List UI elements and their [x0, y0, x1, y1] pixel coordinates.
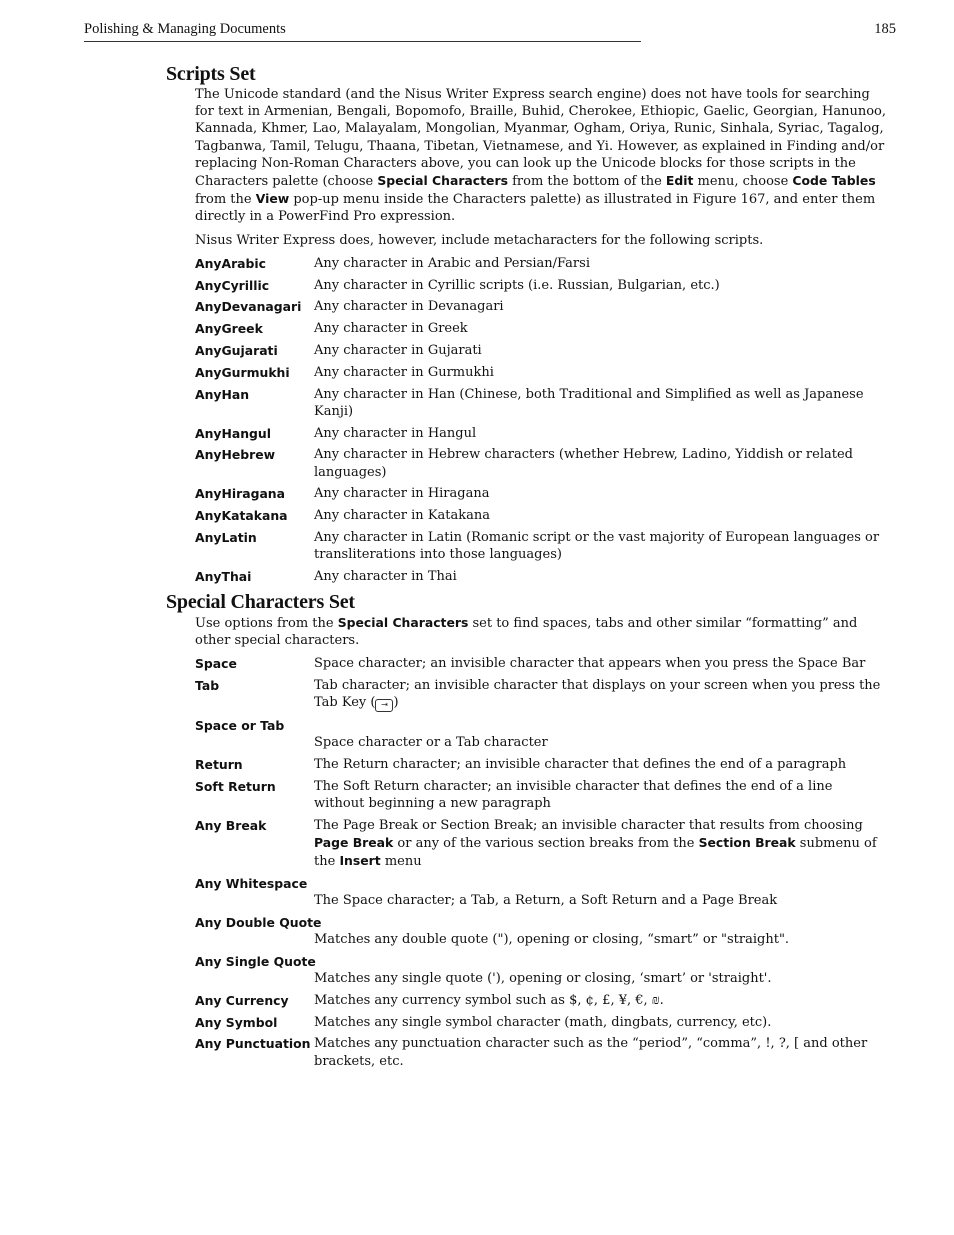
definition-row: [195, 342, 886, 359]
text-run: menu, choose: [693, 174, 793, 190]
definition-description: Matches any single quote ('), opening or closing, ‘smart’ or 'straight'.: [314, 971, 772, 986]
text-run: Tab character; an invisible character that displays on your screen when you press the Tab Key (: [314, 678, 881, 711]
definition-term: AnyArabic: [195, 255, 267, 271]
definition-description: Any character in Thai: [314, 569, 457, 584]
definition-description: Any character in Cyrillic scripts (i.e. Russian, Bulgarian, etc.): [314, 277, 720, 293]
definition-term: Any Single Quote: [195, 953, 316, 969]
definition-description: Matches any currency symbol such as $, ¢, £, ¥, €, ₪.: [314, 992, 664, 1008]
definition-term: AnyThai: [195, 569, 252, 584]
running-title: Polishing & Managing Documents: [84, 21, 286, 37]
definition-row: [195, 507, 886, 524]
text-run: ): [393, 695, 399, 711]
definition-term: Any Currency: [195, 992, 289, 1008]
definition-description: Matches any punctuation character such as the “period”, “comma”, !, ?, [ and other brackets, etc.: [314, 1036, 868, 1069]
definition-term: AnyGreek: [195, 321, 263, 337]
definition-row: [195, 425, 886, 442]
definition-term: AnyDevanagari: [195, 299, 302, 315]
definition-description: Space character; an invisible character that appears when you press the Space Bar: [314, 656, 866, 672]
definition-row: [195, 992, 886, 1009]
special-set-intro: [195, 614, 886, 649]
menu-name-code-tables: Code Tables: [792, 173, 876, 189]
definition-row: [195, 277, 886, 294]
definition-description: Space character or a Tab character: [314, 735, 548, 750]
definition-term: Any Break: [195, 817, 267, 833]
definition-row: [195, 756, 886, 773]
definition-term: Any Double Quote: [195, 914, 322, 930]
definition-description: Any character in Latin (Romanic script or the vast majority of European languages or transliterations into those languages): [314, 530, 880, 563]
definition-description: Any character in Hebrew characters (whether Hebrew, Ladino, Yiddish or related languages): [314, 447, 853, 480]
definition-term: Space or Tab: [195, 717, 285, 733]
definition-term: AnyGurmukhi: [195, 364, 290, 380]
text-run: pop-up menu inside the Characters palette) as illustrated in Figure 167, and enter them directly in a PowerFind Pro expression.: [195, 192, 876, 225]
definition-term: Any Whitespace: [195, 875, 308, 891]
menu-name-special-characters: Special Characters: [377, 173, 508, 189]
text-run: from the bottom of the: [507, 174, 666, 190]
definition-row: [195, 364, 886, 381]
definition-row: [195, 446, 886, 480]
definition-row: [195, 386, 886, 420]
text-run: The Page Break or Section Break; an invisible character that results from choosing: [314, 817, 863, 833]
definition-row: [195, 817, 886, 871]
menu-name-special-characters: Special Characters: [337, 614, 469, 630]
definition-row: [195, 568, 886, 585]
definition-term: AnyKatakana: [195, 508, 288, 524]
definition-row: [195, 298, 886, 315]
definition-description: Matches any single symbol character (math, dingbats, currency, etc).: [314, 1014, 772, 1030]
definition-description: Any character in Arabic and Persian/Farsi: [314, 255, 590, 271]
special-definition-list: [195, 655, 886, 1070]
definition-term: Soft Return: [195, 778, 276, 794]
definition-description: The Soft Return character; an invisible character that defines the end of a line without beginning a new paragraph: [314, 778, 833, 811]
special-intro-paragraph: [195, 614, 886, 649]
definition-term: Tab: [195, 678, 220, 693]
definition-term: AnyLatin: [195, 530, 257, 545]
section-heading-scripts-set: Scripts Set: [166, 63, 256, 85]
section-heading-special-characters-set: Special Characters Set: [166, 590, 355, 613]
definition-term: AnyHiragana: [195, 486, 285, 502]
definition-row: [195, 529, 886, 563]
definition-description: Any character in Devanagari: [314, 299, 504, 315]
menu-name-edit: Edit: [665, 173, 694, 189]
definition-row: [195, 717, 886, 751]
definition-description: Any character in Greek: [314, 321, 468, 337]
definition-term: Any Punctuation: [195, 1036, 311, 1052]
definition-description: Any character in Hiragana: [314, 486, 490, 502]
text-run: from the: [195, 192, 256, 208]
definition-description: Matches any double quote ("), opening or closing, “smart” or "straight".: [314, 932, 790, 947]
text-run: submenu of the: [314, 835, 877, 869]
scripts-note-paragraph: Nisus Writer Express does, however, include metacharacters for the following scripts.: [195, 232, 764, 248]
definition-description: The Space character; a Tab, a Return, a Soft Return and a Page Break: [314, 893, 778, 908]
definition-term: Return: [195, 756, 243, 772]
definition-description: Any character in Gujarati: [314, 343, 482, 359]
text-run: or any of the various section breaks from the: [393, 835, 699, 851]
definition-description: Any character in Hangul: [314, 425, 477, 441]
definition-description: [314, 817, 886, 871]
definition-row: [195, 255, 886, 272]
definition-term: Any Symbol: [195, 1014, 278, 1030]
menu-name-insert: Insert: [339, 853, 381, 868]
menu-name-view: View: [255, 191, 290, 207]
text-run: menu: [380, 854, 422, 869]
definition-description: Any character in Gurmukhi: [314, 364, 494, 380]
definition-term: AnyCyrillic: [195, 277, 270, 293]
definition-row: [195, 875, 886, 909]
definition-row: [195, 655, 886, 672]
definition-term: AnyHangul: [195, 425, 271, 441]
definition-term: Space: [195, 656, 237, 672]
page-content: [166, 62, 886, 1074]
text-run: set to find spaces, tabs and other similar “formatting” and other special characters.: [195, 615, 858, 648]
page-number: 185: [874, 21, 896, 37]
definition-description: Any character in Han (Chinese, both Traditional and Simplified as well as Japanese Kanji): [314, 386, 864, 419]
definition-row: [195, 677, 886, 712]
definition-term: AnyHebrew: [195, 447, 276, 463]
scripts-intro-paragraph: [195, 86, 886, 226]
menu-name-section-break: Section Break: [698, 834, 796, 850]
definition-row: [195, 320, 886, 337]
definition-description: Any character in Katakana: [314, 508, 491, 524]
definition-description: The Return character; an invisible character that defines the end of a paragraph: [314, 756, 847, 772]
definition-row: [195, 914, 886, 948]
definition-row: [195, 1035, 886, 1069]
definition-row: [195, 778, 886, 812]
definition-row: [195, 485, 886, 502]
definition-term: AnyHan: [195, 386, 250, 402]
scripts-definition-list: [195, 255, 886, 585]
text-run: Use options from the: [195, 615, 338, 631]
scripts-set-intro: [195, 86, 886, 249]
definition-term: AnyGujarati: [195, 343, 278, 359]
definition-row: [195, 953, 886, 987]
definition-row: [195, 1014, 886, 1031]
text-run: The Unicode standard (and the Nisus Writer Express search engine) does not have tools for searching for text in Armenian, Bengali, Bopomofo, Braille, Buhid, Cherokee, Ethiopic, Gaelic, Georgian, Hanunoo, Kannada, Khmer, Lao, Malayalam, Mongolian, Myanmar, Ogham, Oriya, Runic, Sinhala, Syriac, Tagalog, Tagbanwa, Tamil, Telugu, Thaana, Tibetan, Vietnamese, and Yi. However, as explained in Finding and/or replacing Non-Roman Characters above, you can look up the Unicode blocks for those scripts in the Characters palette (choose: [195, 87, 886, 190]
running-header: [84, 20, 641, 42]
tab-key-icon: ⇥: [375, 699, 393, 712]
definition-description: [314, 677, 886, 712]
menu-name-page-break: Page Break: [314, 834, 394, 850]
